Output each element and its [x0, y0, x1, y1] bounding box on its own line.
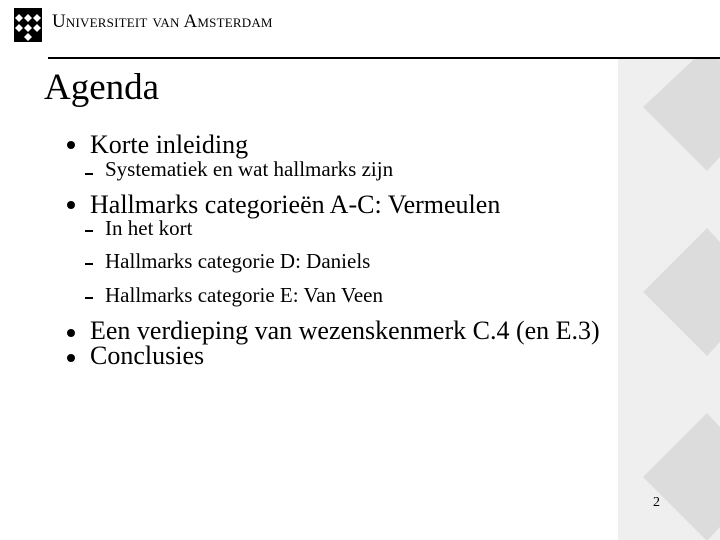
page-number: 2	[653, 495, 660, 510]
filled-circle-bullet-icon	[67, 329, 75, 337]
dash-bullet-icon	[85, 297, 93, 299]
agenda-item-text: Een verdieping van wezenskenmerk C.4 (en E.3)	[90, 316, 600, 345]
agenda-subitem-text: Hallmarks categorie D: Daniels	[105, 249, 371, 273]
decorative-sidebar-pattern	[618, 59, 720, 540]
dash-bullet-icon	[85, 173, 93, 175]
agenda-item-text: Korte inleiding	[90, 130, 249, 159]
dash-bullet-icon	[85, 230, 93, 232]
agenda-subitem-text: In het kort	[105, 216, 193, 240]
slide-header	[0, 0, 720, 58]
university-crest-icon	[14, 8, 42, 42]
filled-circle-bullet-icon	[67, 141, 75, 149]
filled-circle-bullet-icon	[67, 354, 75, 362]
agenda-item-text: Conclusies	[90, 341, 205, 370]
dash-bullet-icon	[85, 263, 93, 265]
agenda-subitem-text: Hallmarks categorie E: Van Veen	[105, 283, 383, 307]
filled-circle-bullet-icon	[67, 201, 75, 209]
agenda-subitem-text: Systematiek en wat hallmarks zijn	[105, 157, 394, 181]
agenda-item-text: Hallmarks categorieën A-C: Vermeulen	[90, 190, 501, 219]
slide-title: Agenda	[44, 67, 160, 108]
university-name: Universiteit van Amsterdam	[52, 11, 273, 32]
